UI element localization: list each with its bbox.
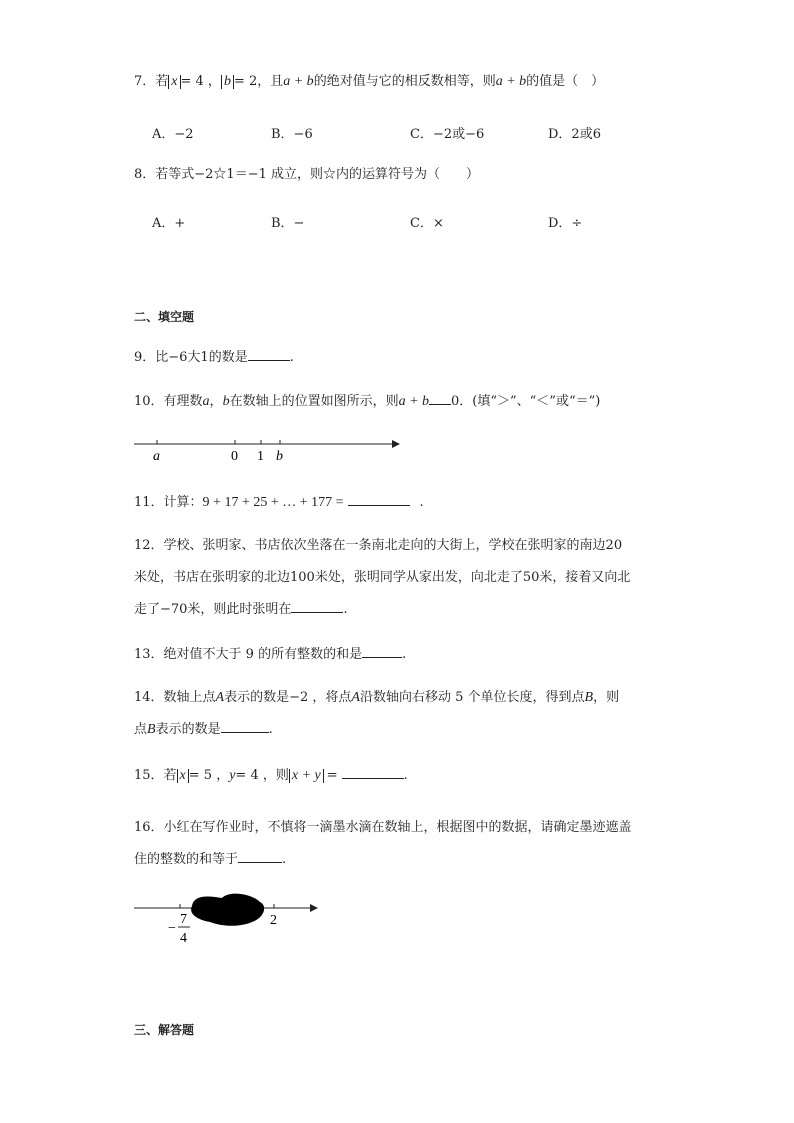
q15-text: = 4 ，则 [235,768,289,783]
q7-expr: a + b [283,74,314,89]
question-12-line-1: 12．学校、张明家、书店依次坐落在一条南北走向的大街上，学校在张明家的南边20 [134,538,623,553]
q14-text: ，则 [593,690,620,705]
q10-text: ， [209,394,223,409]
point-b: B [147,722,156,737]
abs-x: x [177,769,189,783]
question-8: 8．若等式−2☆1＝−1 成立，则☆内的运算符号为（ ） [134,167,480,182]
label-one: 1 [257,449,264,464]
q9-text: 9．比−6大1的数是 [134,350,248,365]
answer-blank[interactable] [362,645,402,658]
q9-end: . [289,350,294,365]
q14-text: 沿数轴向右移动 5 个单位长度，得到点 [359,690,585,705]
abs-x: x [168,75,180,89]
question-15 [134,766,408,785]
q16-end: . [282,852,287,867]
point-a: A [351,690,360,705]
question-13 [134,645,406,664]
fraction-denominator: 4 [180,931,187,946]
question-16-line-2 [134,850,286,869]
label-two: 2 [270,913,277,928]
label-b: b [276,449,283,464]
q14-text: 14．数轴上点 [134,690,216,705]
q10-text: 在数轴上的位置如图所示，则 [229,394,399,409]
answer-blank[interactable] [291,600,343,613]
fraction-minus: − [168,921,176,936]
q7-expr: a + b [495,74,527,89]
q14-end: . [268,722,273,737]
number-line-q16-ink [134,892,334,948]
q7-option-d[interactable]: D．2或6 [548,127,601,142]
question-12-line-3 [134,600,348,619]
q7-text: 的值是（ ） [526,74,605,89]
arrow-head [310,904,318,912]
question-16-line-1: 16．小红在写作业时，不慎将一滴墨水滴在数轴上，根据图中的数据，请确定墨迹遮盖 [134,820,632,835]
q10-expr: a + b [398,394,430,409]
fraction-numerator: 7 [180,912,187,927]
q14-text: 表示的数是−2 ，将点 [224,690,352,705]
q15-text: = [326,768,338,783]
question-7 [134,73,604,91]
q10-text: 10．有理数 [134,394,203,409]
q8-option-a[interactable]: A．+ [152,216,186,231]
q15-text: = 5 ， [188,768,230,783]
var-a: a [202,394,210,409]
q7-option-c[interactable]: C．−2或−6 [410,127,485,142]
q16-text: 住的整数的和等于 [134,852,239,867]
question-12-line-2: 米处，书店在张明家的北边100米处，张明同学从家出发，向北走了50米，接着又向北 [134,570,631,585]
q7-option-a[interactable]: A．−2 [152,127,194,142]
question-9 [134,348,294,367]
abs-b: b [221,75,234,89]
question-14-line-1 [134,689,619,707]
q13-end: . [402,647,407,662]
q14-text: 点 [134,722,148,737]
ink-blot [191,894,264,926]
answer-blank[interactable] [342,766,404,779]
q14-text: 表示的数是 [155,722,221,737]
q7-text: = 2，且 [233,74,284,89]
q8-option-c[interactable]: C．× [410,216,444,231]
q11-expr: 9 + 17 + 25 + … + 177 = [202,495,344,510]
q10-text: 0．(填“＞”、“＜”或“＝”) [451,394,601,409]
answer-blank[interactable] [221,720,269,733]
var-b: b [222,394,230,409]
q12-text: 走了−70米，则此时张明在 [134,602,292,617]
q11-text: 11．计算： [134,495,203,510]
question-11 [134,493,424,512]
point-a: A [215,690,225,705]
abs-x-plus-y: x + y [289,769,324,783]
label-zero: 0 [231,449,238,464]
arrow-head [392,440,400,448]
question-10 [134,392,600,411]
q7-option-b[interactable]: B．−6 [271,127,313,142]
point-b: B [584,690,594,705]
q7-number: 7．若 [134,74,169,89]
q8-option-d[interactable]: D．÷ [548,216,583,231]
q15-text: 15．若 [134,768,177,783]
q8-option-b[interactable]: B．− [271,216,305,231]
label-a: a [153,449,160,464]
question-14-line-2 [134,720,273,739]
q15-end: . [403,768,408,783]
q13-text: 13．绝对值不大于 9 的所有整数的和是 [134,647,363,662]
q7-text: 的绝对值与它的相反数相等，则 [313,74,496,89]
q11-end: . [419,495,424,510]
section-2-title: 二、填空题 [134,310,195,324]
number-line-q10 [134,436,404,466]
section-3-title: 三、解答题 [134,1023,195,1037]
q7-text: = 4 ， [180,74,221,89]
answer-blank[interactable] [238,850,282,863]
answer-blank[interactable] [348,493,410,506]
answer-blank[interactable] [248,348,290,361]
q12-end: . [343,602,348,617]
var-y: y [229,768,236,783]
answer-blank[interactable] [429,392,451,405]
